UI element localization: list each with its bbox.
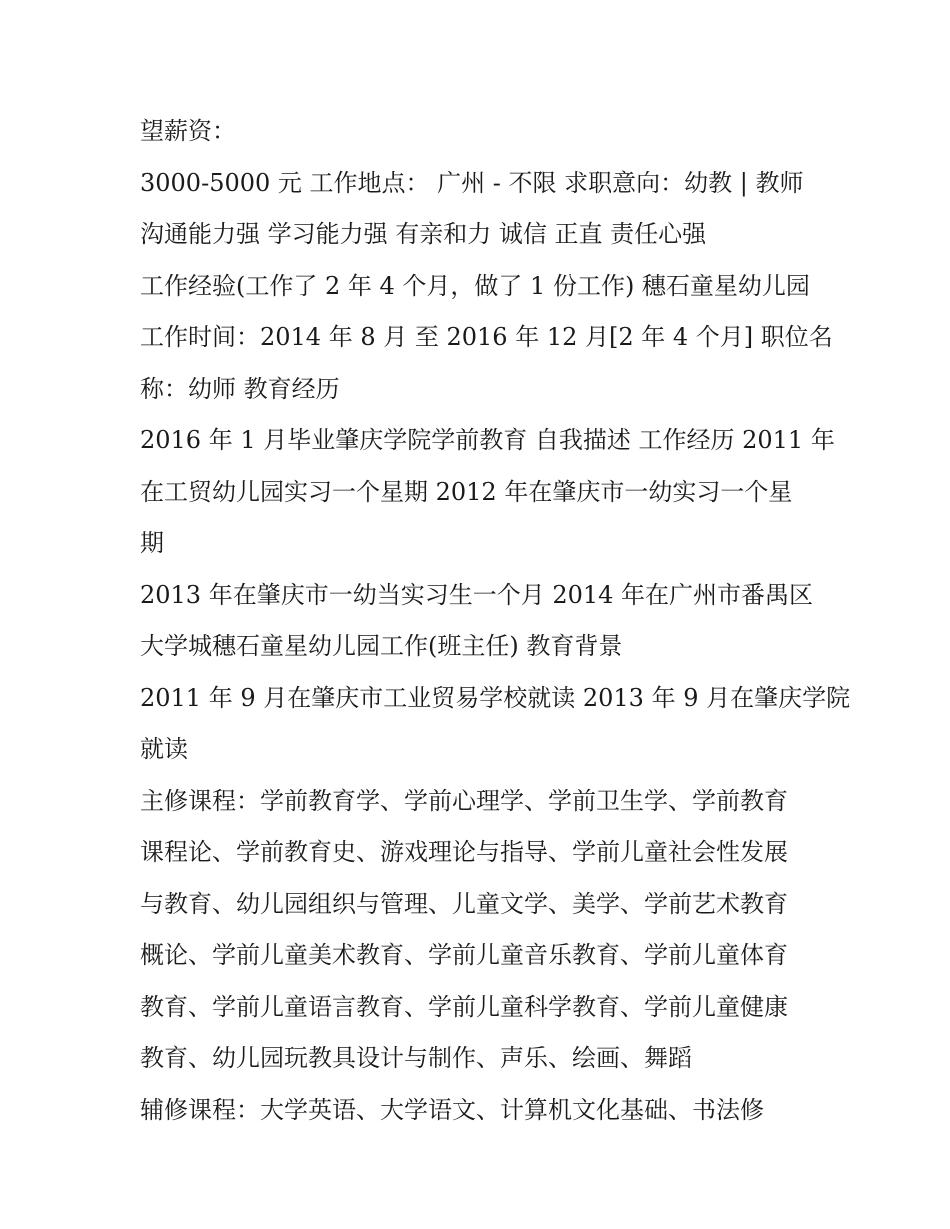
- text-line: 主修课程：学前教育学、学前心理学、学前卫生学、学前教育: [140, 786, 788, 815]
- text-line: 辅修课程：大学英语、大学语文、计算机文化基础、书法修: [140, 1095, 764, 1124]
- text-line: 沟通能力强 学习能力强 有亲和力 诚信 正直 责任心强: [140, 220, 707, 248]
- text-line: 课程论、学前教育史、游戏理论与指导、学前儿童社会性发展: [140, 838, 788, 866]
- text-line: 与教育、幼儿园组织与管理、儿童文学、美学、学前艺术教育: [140, 889, 788, 918]
- text-line: 期: [140, 529, 164, 557]
- text-line: 教育、学前儿童语言教育、学前儿童科学教育、学前儿童健康: [140, 992, 788, 1021]
- text-line: 就读: [140, 735, 188, 763]
- text-line: 望薪资：: [140, 117, 236, 145]
- text-line: 教育、幼儿园玩教具设计与制作、声乐、绘画、舞蹈: [140, 1044, 692, 1072]
- text-line: 称：幼师 教育经历: [140, 374, 340, 403]
- text-line: 大学城穗石童星幼儿园工作(班主任) 教育背景: [140, 632, 623, 660]
- text-line: 2016 年 1 月毕业肇庆学院学前教育 自我描述 工作经历 2011 年: [140, 426, 835, 454]
- text-line: 在工贸幼儿园实习一个星期 2012 年在肇庆市一幼实习一个星: [140, 477, 793, 506]
- resume-text-block: [140, 106, 851, 1136]
- text-line: 工作时间：2014 年 8 月 至 2016 年 12 月[2 年 4 个月] 职位名: [140, 323, 833, 351]
- text-line: 2013 年在肇庆市一幼当实习生一个月 2014 年在广州市番禺区: [140, 580, 814, 609]
- text-line: 2011 年 9 月在肇庆市工业贸易学校就读 2013 年 9 月在肇庆学院: [140, 683, 851, 712]
- text-line: 工作经验(工作了 2 年 4 个月，做了 1 份工作) 穗石童星幼儿园: [140, 271, 810, 300]
- text-line: 概论、学前儿童美术教育、学前儿童音乐教育、学前儿童体育: [140, 941, 788, 969]
- text-line: 3000-5000 元 工作地点： 广州 - 不限 求职意向：幼教 | 教师: [140, 168, 804, 197]
